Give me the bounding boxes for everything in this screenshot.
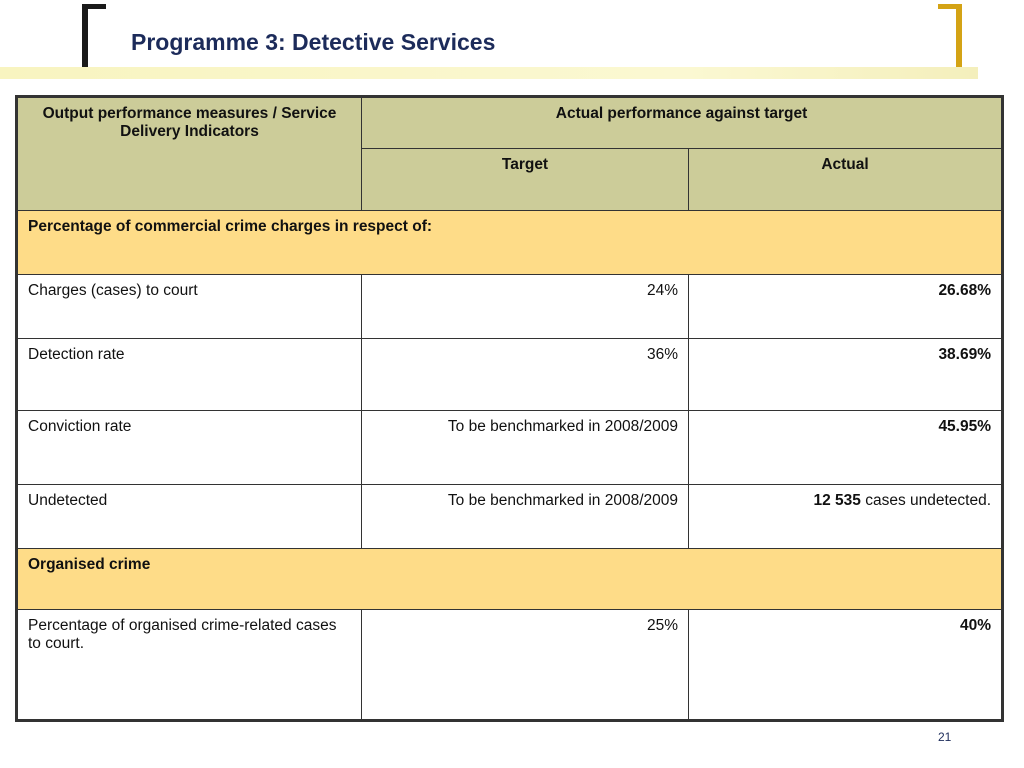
- row-actual-value: 40%: [959, 617, 992, 634]
- table-row: [17, 610, 1003, 721]
- left-bracket-decoration: [82, 4, 106, 76]
- page-number: 21: [938, 730, 952, 744]
- header-performance-group: Actual performance against target: [362, 97, 1003, 149]
- row-actual: [689, 411, 1003, 485]
- row-actual-suffix: cases undetected.: [860, 492, 992, 509]
- table-header-row: [17, 97, 1003, 149]
- section-heading: Organised crime: [17, 549, 1003, 610]
- section-row-commercial-crime: [17, 211, 1003, 275]
- row-actual: [689, 485, 1003, 549]
- row-target: 25%: [362, 610, 689, 721]
- table-row: [17, 485, 1003, 549]
- title-underline-band: [0, 67, 978, 79]
- table-row: [17, 339, 1003, 411]
- right-bracket-decoration: [938, 4, 962, 76]
- section-row-organised-crime: [17, 549, 1003, 610]
- row-target: To be benchmarked in 2008/2009: [362, 485, 689, 549]
- row-target: To be benchmarked in 2008/2009: [362, 411, 689, 485]
- performance-table: [15, 95, 1004, 722]
- header-measures: Output performance measures / Service Delivery Indicators: [17, 97, 362, 211]
- row-label: Conviction rate: [17, 411, 362, 485]
- header-actual: Actual: [689, 149, 1003, 211]
- row-target: 24%: [362, 275, 689, 339]
- row-actual: [689, 339, 1003, 411]
- row-target: 36%: [362, 339, 689, 411]
- header-target: Target: [362, 149, 689, 211]
- section-heading: Percentage of commercial crime charges in respect of:: [17, 211, 1003, 275]
- row-label: Charges (cases) to court: [17, 275, 362, 339]
- page-title: Programme 3: Detective Services: [131, 29, 496, 55]
- row-actual-value: 38.69%: [938, 346, 992, 363]
- row-label: Detection rate: [17, 339, 362, 411]
- row-actual: [689, 610, 1003, 721]
- row-actual: [689, 275, 1003, 339]
- row-actual-value: 12 535: [813, 492, 861, 509]
- table-row: [17, 275, 1003, 339]
- row-label: Undetected: [17, 485, 362, 549]
- row-actual-value: 45.95%: [938, 418, 992, 435]
- row-label: Percentage of organised crime-related cases to court.: [17, 610, 362, 721]
- row-actual-value: 26.68%: [938, 282, 992, 299]
- table-row: [17, 411, 1003, 485]
